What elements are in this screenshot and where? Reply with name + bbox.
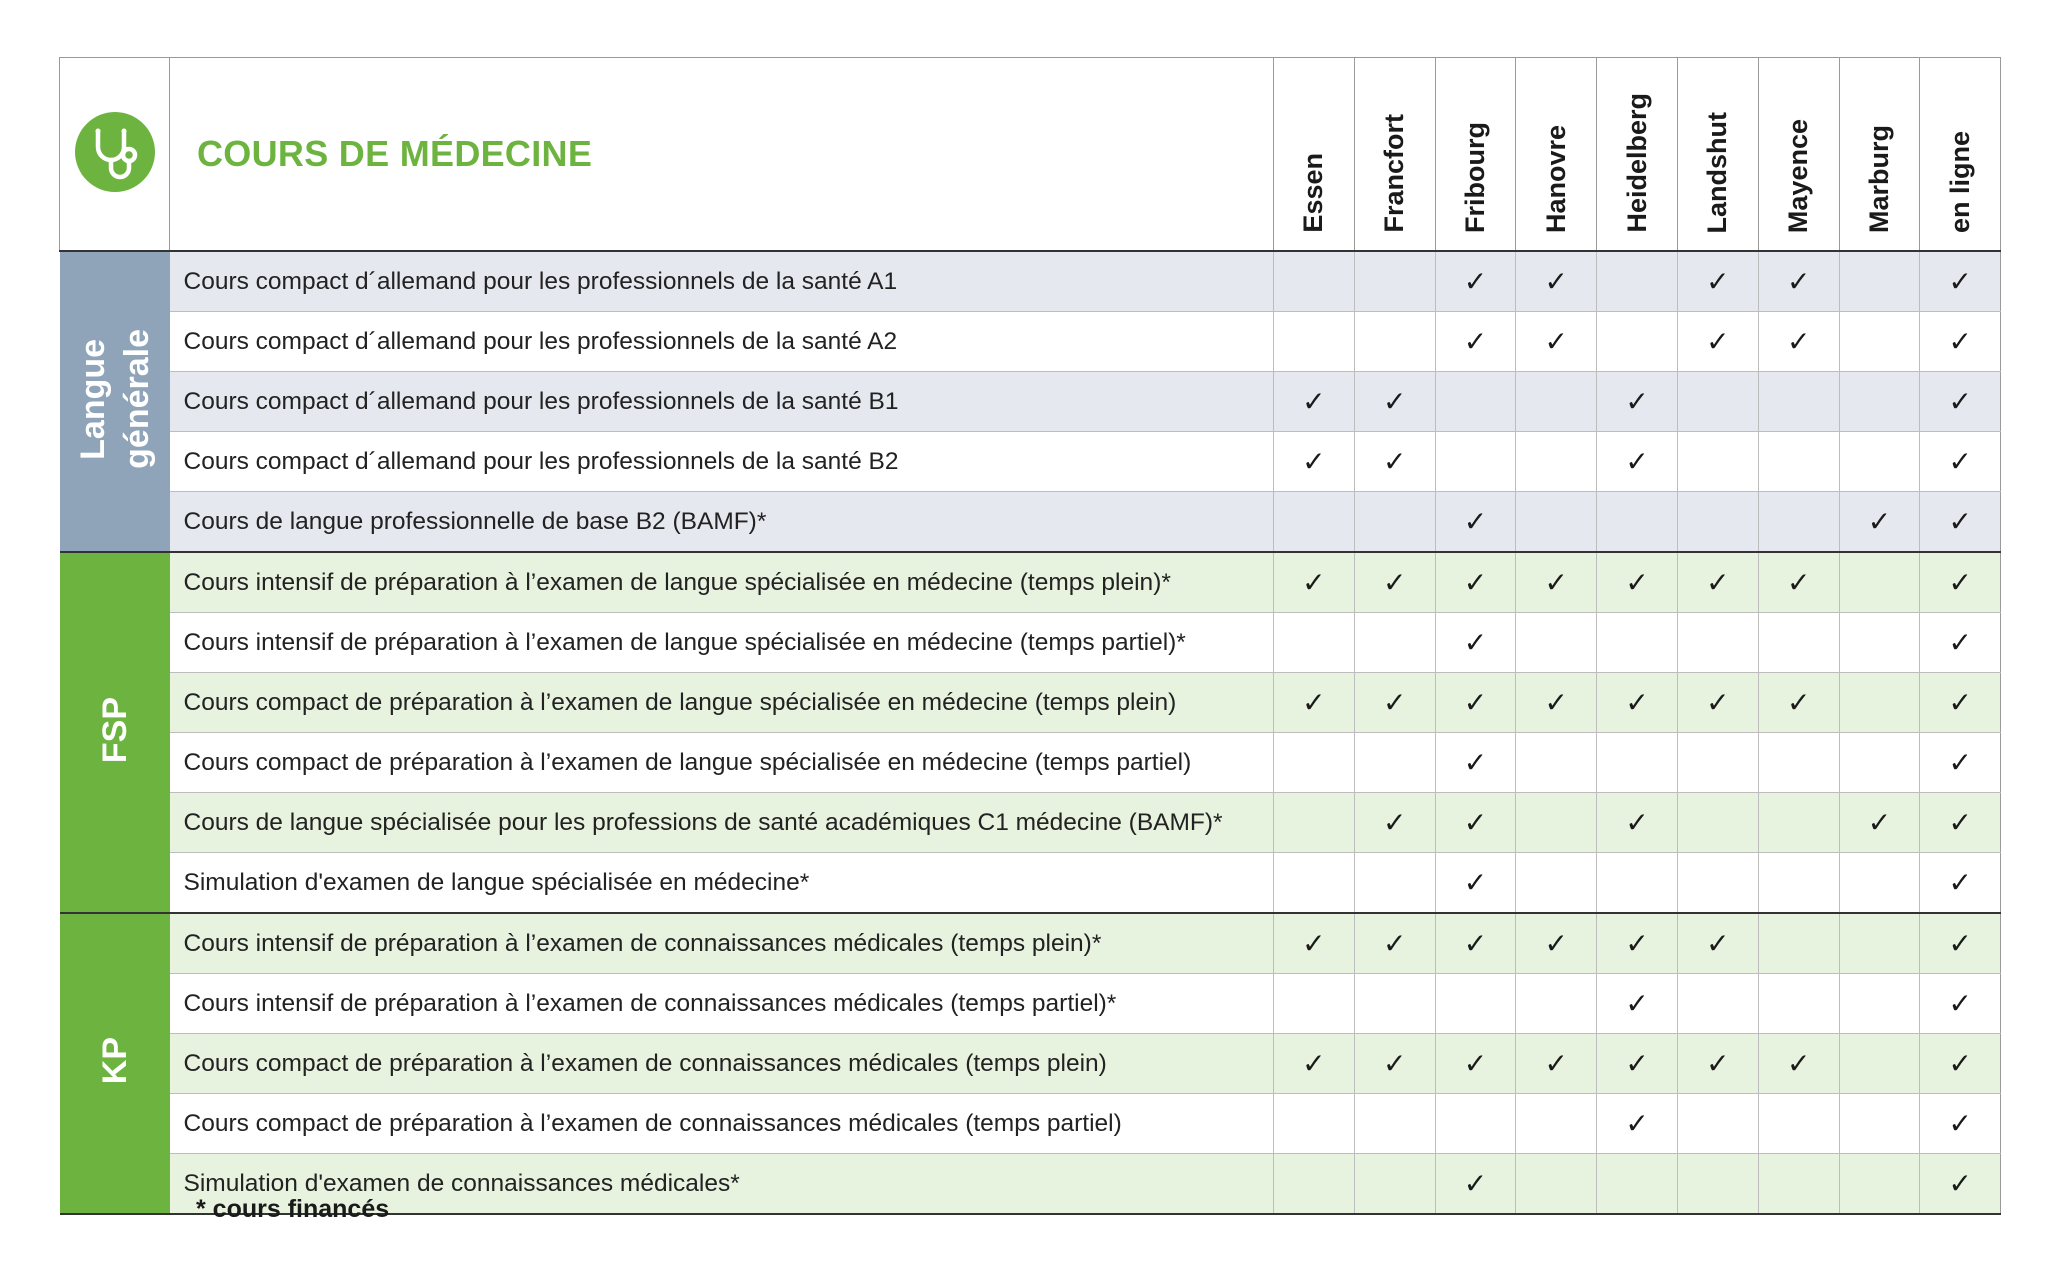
table-row: [60, 613, 2001, 673]
check-mark-icon: ✓: [1839, 492, 1920, 553]
empty-cell: [1597, 613, 1678, 673]
check-mark-icon: ✓: [1597, 372, 1678, 432]
check-mark-icon: ✓: [1920, 251, 2001, 312]
empty-cell: [1597, 251, 1678, 312]
empty-cell: [1274, 974, 1355, 1034]
check-mark-icon: ✓: [1354, 793, 1435, 853]
course-name: Cours compact d´allemand pour les professionnels de la santé B1: [170, 372, 1274, 432]
empty-cell: [1839, 1094, 1920, 1154]
empty-cell: [1597, 492, 1678, 553]
check-mark-icon: ✓: [1920, 1154, 2001, 1215]
check-mark-icon: ✓: [1677, 312, 1758, 372]
empty-cell: [1516, 1094, 1597, 1154]
section-langue-generale: [60, 251, 170, 552]
check-mark-icon: ✓: [1920, 1094, 2001, 1154]
check-mark-icon: ✓: [1516, 673, 1597, 733]
check-mark-icon: ✓: [1597, 793, 1678, 853]
check-mark-icon: ✓: [1435, 251, 1516, 312]
check-mark-icon: ✓: [1920, 552, 2001, 613]
empty-cell: [1354, 613, 1435, 673]
check-mark-icon: ✓: [1435, 673, 1516, 733]
city-header-heidelberg: Heidelberg: [1597, 58, 1678, 252]
check-mark-icon: ✓: [1354, 673, 1435, 733]
empty-cell: [1677, 853, 1758, 914]
empty-cell: [1516, 492, 1597, 553]
check-mark-icon: ✓: [1920, 1034, 2001, 1094]
empty-cell: [1354, 853, 1435, 914]
course-table: [59, 57, 2001, 1215]
empty-cell: [1839, 673, 1920, 733]
check-mark-icon: ✓: [1677, 913, 1758, 974]
course-name: Cours compact d´allemand pour les professionnels de la santé B2: [170, 432, 1274, 492]
course-name: Cours intensif de préparation à l’examen de langue spécialisée en médecine (temps partiel)*: [170, 613, 1274, 673]
course-name: Cours intensif de préparation à l’examen de connaissances médicales (temps plein)*: [170, 913, 1274, 974]
check-mark-icon: ✓: [1597, 1034, 1678, 1094]
empty-cell: [1839, 432, 1920, 492]
empty-cell: [1839, 1034, 1920, 1094]
empty-cell: [1758, 853, 1839, 914]
course-name: Cours compact d´allemand pour les professionnels de la santé A1: [170, 251, 1274, 312]
empty-cell: [1677, 492, 1758, 553]
empty-cell: [1354, 492, 1435, 553]
check-mark-icon: ✓: [1435, 853, 1516, 914]
empty-cell: [1516, 733, 1597, 793]
empty-cell: [1839, 913, 1920, 974]
course-name: Cours de langue spécialisée pour les professions de santé académiques C1 médecine (BAMF)*: [170, 793, 1274, 853]
city-header-en-ligne: en ligne: [1920, 58, 2001, 252]
empty-cell: [1839, 733, 1920, 793]
empty-cell: [1516, 372, 1597, 432]
empty-cell: [1354, 1094, 1435, 1154]
check-mark-icon: ✓: [1839, 793, 1920, 853]
header-icon-cell: [60, 58, 170, 252]
empty-cell: [1677, 793, 1758, 853]
course-name: Cours compact de préparation à l’examen de connaissances médicales (temps partiel): [170, 1094, 1274, 1154]
table-row: [60, 251, 2001, 312]
city-header-francfort: Francfort: [1354, 58, 1435, 252]
check-mark-icon: ✓: [1274, 673, 1355, 733]
empty-cell: [1758, 793, 1839, 853]
check-mark-icon: ✓: [1516, 1034, 1597, 1094]
table-row: [60, 372, 2001, 432]
empty-cell: [1516, 853, 1597, 914]
check-mark-icon: ✓: [1597, 552, 1678, 613]
table-row: [60, 1094, 2001, 1154]
table-row: [60, 552, 2001, 613]
check-mark-icon: ✓: [1435, 613, 1516, 673]
city-header-mayence: Mayence: [1758, 58, 1839, 252]
empty-cell: [1677, 1154, 1758, 1215]
check-mark-icon: ✓: [1435, 733, 1516, 793]
empty-cell: [1597, 853, 1678, 914]
empty-cell: [1839, 613, 1920, 673]
empty-cell: [1597, 1154, 1678, 1215]
empty-cell: [1839, 974, 1920, 1034]
check-mark-icon: ✓: [1516, 312, 1597, 372]
empty-cell: [1274, 312, 1355, 372]
course-name: Cours intensif de préparation à l’examen de connaissances médicales (temps partiel)*: [170, 974, 1274, 1034]
empty-cell: [1354, 251, 1435, 312]
empty-cell: [1677, 974, 1758, 1034]
course-name: Simulation d'examen de connaissances médicales*: [170, 1154, 1274, 1215]
table-row: [60, 974, 2001, 1034]
check-mark-icon: ✓: [1758, 312, 1839, 372]
section-label-line: FSP: [95, 696, 134, 764]
check-mark-icon: ✓: [1354, 372, 1435, 432]
header-title-cell: [170, 58, 1274, 252]
check-mark-icon: ✓: [1597, 913, 1678, 974]
check-mark-icon: ✓: [1354, 552, 1435, 613]
table-row: [60, 733, 2001, 793]
empty-cell: [1677, 1094, 1758, 1154]
empty-cell: [1516, 1154, 1597, 1215]
check-mark-icon: ✓: [1274, 432, 1355, 492]
check-mark-icon: ✓: [1435, 492, 1516, 553]
course-name: Simulation d'examen de langue spécialisée en médecine*: [170, 853, 1274, 914]
check-mark-icon: ✓: [1354, 432, 1435, 492]
section-label-line: KP: [95, 1037, 134, 1085]
empty-cell: [1677, 432, 1758, 492]
check-mark-icon: ✓: [1677, 673, 1758, 733]
check-mark-icon: ✓: [1920, 492, 2001, 553]
section-kp: [60, 913, 170, 1214]
table-row: [60, 492, 2001, 553]
empty-cell: [1516, 613, 1597, 673]
check-mark-icon: ✓: [1597, 974, 1678, 1034]
empty-cell: [1839, 251, 1920, 312]
empty-cell: [1354, 312, 1435, 372]
empty-cell: [1839, 372, 1920, 432]
stethoscope-icon: [74, 111, 156, 193]
check-mark-icon: ✓: [1274, 913, 1355, 974]
check-mark-icon: ✓: [1758, 1034, 1839, 1094]
empty-cell: [1758, 1094, 1839, 1154]
course-name: Cours compact de préparation à l’examen de langue spécialisée en médecine (temps partiel): [170, 733, 1274, 793]
check-mark-icon: ✓: [1920, 312, 2001, 372]
check-mark-icon: ✓: [1920, 733, 2001, 793]
empty-cell: [1758, 492, 1839, 553]
table-row: [60, 913, 2001, 974]
check-mark-icon: ✓: [1758, 552, 1839, 613]
empty-cell: [1839, 552, 1920, 613]
empty-cell: [1274, 613, 1355, 673]
check-mark-icon: ✓: [1920, 372, 2001, 432]
section-label-line: générale: [117, 329, 156, 469]
empty-cell: [1758, 733, 1839, 793]
empty-cell: [1758, 613, 1839, 673]
table-row: [60, 312, 2001, 372]
empty-cell: [1274, 492, 1355, 553]
empty-cell: [1758, 1154, 1839, 1215]
section-label: [93, 697, 137, 763]
check-mark-icon: ✓: [1677, 251, 1758, 312]
empty-cell: [1354, 1154, 1435, 1215]
check-mark-icon: ✓: [1677, 1034, 1758, 1094]
check-mark-icon: ✓: [1435, 552, 1516, 613]
city-header-landshut: Landshut: [1677, 58, 1758, 252]
empty-cell: [1677, 613, 1758, 673]
page-title: COURS DE MÉDECINE: [197, 133, 593, 174]
empty-cell: [1435, 974, 1516, 1034]
check-mark-icon: ✓: [1597, 432, 1678, 492]
empty-cell: [1274, 1154, 1355, 1215]
footnote: * cours financés: [196, 1195, 390, 1223]
empty-cell: [1758, 913, 1839, 974]
check-mark-icon: ✓: [1435, 1034, 1516, 1094]
city-header-essen: Essen: [1274, 58, 1355, 252]
check-mark-icon: ✓: [1920, 793, 2001, 853]
empty-cell: [1435, 1094, 1516, 1154]
empty-cell: [1274, 853, 1355, 914]
empty-cell: [1758, 432, 1839, 492]
table-row: [60, 793, 2001, 853]
check-mark-icon: ✓: [1274, 552, 1355, 613]
check-mark-icon: ✓: [1274, 372, 1355, 432]
empty-cell: [1354, 733, 1435, 793]
empty-cell: [1839, 1154, 1920, 1215]
check-mark-icon: ✓: [1516, 552, 1597, 613]
table-row: [60, 432, 2001, 492]
header-row: [60, 58, 2001, 252]
empty-cell: [1274, 793, 1355, 853]
check-mark-icon: ✓: [1354, 1034, 1435, 1094]
check-mark-icon: ✓: [1435, 312, 1516, 372]
empty-cell: [1839, 853, 1920, 914]
section-label: [93, 1037, 137, 1084]
course-name: Cours compact d´allemand pour les professionnels de la santé A2: [170, 312, 1274, 372]
empty-cell: [1677, 733, 1758, 793]
empty-cell: [1354, 974, 1435, 1034]
check-mark-icon: ✓: [1354, 913, 1435, 974]
course-table-container: [59, 57, 2000, 1215]
check-mark-icon: ✓: [1516, 913, 1597, 974]
section-fsp: [60, 552, 170, 913]
empty-cell: [1516, 432, 1597, 492]
check-mark-icon: ✓: [1920, 673, 2001, 733]
check-mark-icon: ✓: [1435, 913, 1516, 974]
empty-cell: [1435, 372, 1516, 432]
city-header-hanovre: Hanovre: [1516, 58, 1597, 252]
check-mark-icon: ✓: [1920, 853, 2001, 914]
empty-cell: [1274, 733, 1355, 793]
check-mark-icon: ✓: [1516, 251, 1597, 312]
course-name: Cours compact de préparation à l’examen de langue spécialisée en médecine (temps plein): [170, 673, 1274, 733]
check-mark-icon: ✓: [1274, 1034, 1355, 1094]
check-mark-icon: ✓: [1920, 613, 2001, 673]
check-mark-icon: ✓: [1597, 1094, 1678, 1154]
check-mark-icon: ✓: [1920, 913, 2001, 974]
check-mark-icon: ✓: [1435, 793, 1516, 853]
course-name: Cours intensif de préparation à l’examen de langue spécialisée en médecine (temps plein)*: [170, 552, 1274, 613]
empty-cell: [1758, 372, 1839, 432]
empty-cell: [1274, 251, 1355, 312]
empty-cell: [1597, 312, 1678, 372]
empty-cell: [1516, 793, 1597, 853]
check-mark-icon: ✓: [1435, 1154, 1516, 1215]
course-name: Cours compact de préparation à l’examen de connaissances médicales (temps plein): [170, 1034, 1274, 1094]
empty-cell: [1597, 733, 1678, 793]
empty-cell: [1839, 312, 1920, 372]
section-label: [71, 329, 159, 469]
table-row: [60, 853, 2001, 914]
check-mark-icon: ✓: [1597, 673, 1678, 733]
empty-cell: [1274, 1094, 1355, 1154]
empty-cell: [1435, 432, 1516, 492]
city-header-marburg: Marburg: [1839, 58, 1920, 252]
check-mark-icon: ✓: [1758, 673, 1839, 733]
city-header-fribourg: Fribourg: [1435, 58, 1516, 252]
course-name: Cours de langue professionnelle de base B2 (BAMF)*: [170, 492, 1274, 553]
empty-cell: [1758, 974, 1839, 1034]
section-label-line: Langue: [73, 338, 112, 460]
table-row: [60, 673, 2001, 733]
empty-cell: [1677, 372, 1758, 432]
check-mark-icon: ✓: [1920, 974, 2001, 1034]
check-mark-icon: ✓: [1677, 552, 1758, 613]
table-row: [60, 1034, 2001, 1094]
empty-cell: [1516, 974, 1597, 1034]
check-mark-icon: ✓: [1920, 432, 2001, 492]
check-mark-icon: ✓: [1758, 251, 1839, 312]
